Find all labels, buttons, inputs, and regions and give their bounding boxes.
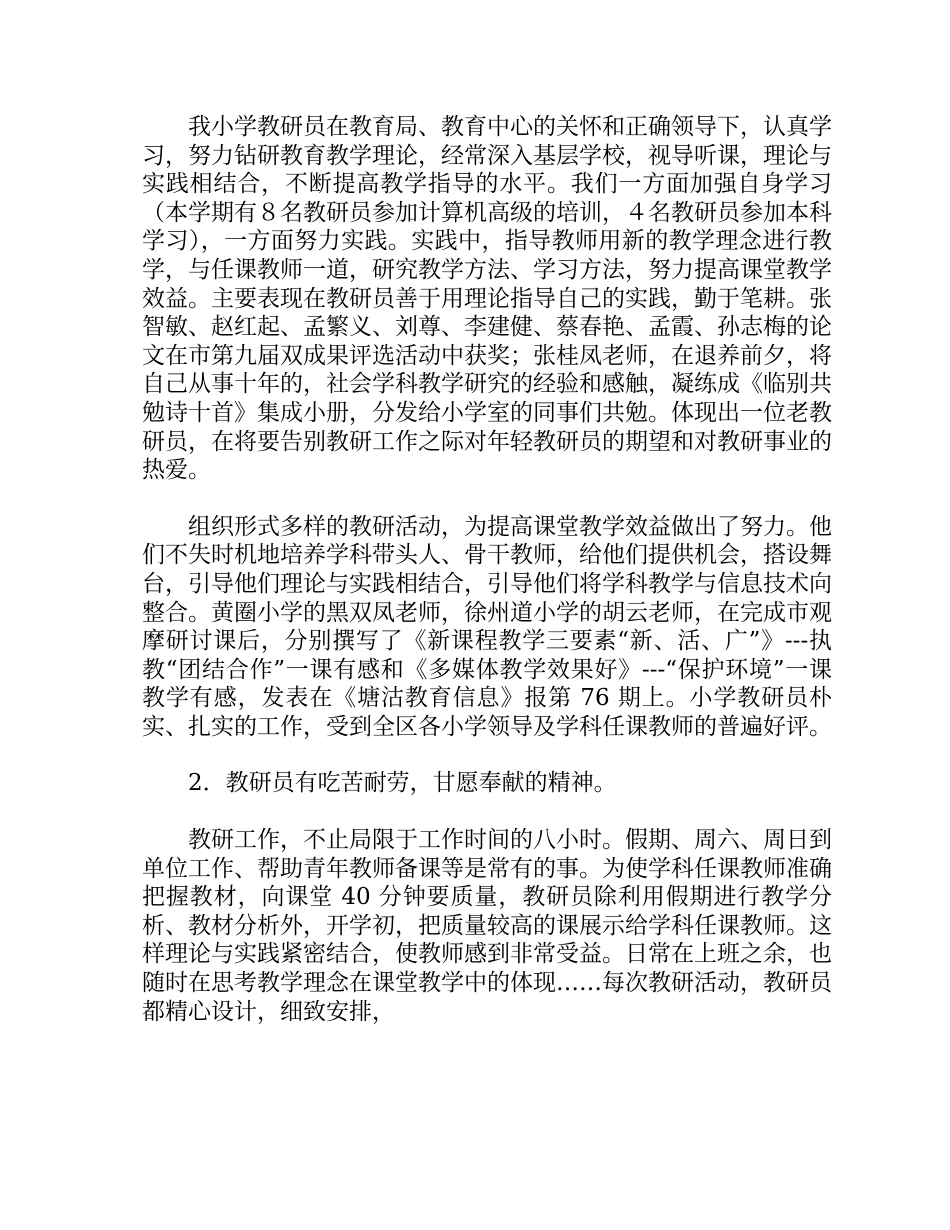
- paragraph-2: 组织形式多样的教研活动，为提高课堂教学效益做出了努力。他们不失时机地培养学科带头人、骨干教师，给他们提供机会，搭设舞台，引导他们理论与实践相结合，引导他们将学科教学与信息技术向整合。黄圈小学的黑双凤老师，徐州道小学的胡云老师，在完成市观摩研讨课后，分别撰写了《新课程教学三要素“新、活、广”》---执教“团结合作”一课有感和《多媒体教学效果好》---“保护环境”一课教学有感，发表在《塘沽教育信息》报第 76 期上。小学教研员朴实、扎实的工作，受到全区各小学领导及学科任课教师的普遍好评。: [142, 513, 832, 740]
- document-body: [142, 113, 832, 1054]
- paragraph-1: 我小学教研员在教育局、教育中心的关怀和正确领导下，认真学习，努力钻研教育教学理论，经常深入基层学校，视导听课，理论与实践相结合，不断提高教学指导的水平。我们一方面加强自身学习（本学期有８名教研员参加计算机高级的培训，４名教研员参加本科学习），一方面努力实践。实践中，指导教师用新的教学理念进行教学，与任课教师一道，研究教学方法、学习方法，努力提高课堂教学效益。主要表现在教研员善于用理论指导自己的实践，勤于笔耕。张智敏、赵红起、孟繁义、刘尊、李建健、蔡春艳、孟霞、孙志梅的论文在市第九届双成果评选活动中获奖；张桂凤老师，在退养前夕，将自己从事十年的，社会学科教学研究的经验和感触，凝练成《临别共勉诗十首》集成小册，分发给小学室的同事们共勉。体现出一位老教研员，在将要告别教研工作之际对年轻教研员的期望和对教研事业的热爱。: [142, 114, 832, 484]
- paragraph-3-heading: 2．教研员有吃苦耐劳，甘愿奉献的精神。: [188, 770, 617, 797]
- paragraph-4: 教研工作，不止局限于工作时间的八小时。假期、周六、周日到单位工作、帮助青年教师备课等是常有的事。为使学科任课教师准确把握教材，向课堂 40 分钟要质量，教研员除利用假期进行教学分析、教材分析外，开学初，把质量较高的课展示给学科任课教师。这样理论与实践紧密结合，使教师感到非常受益。日常在上班之余，也随时在思考教学理念在课堂教学中的体现……每次教研活动，教研员都精心设计，细致安排，: [142, 827, 832, 1025]
